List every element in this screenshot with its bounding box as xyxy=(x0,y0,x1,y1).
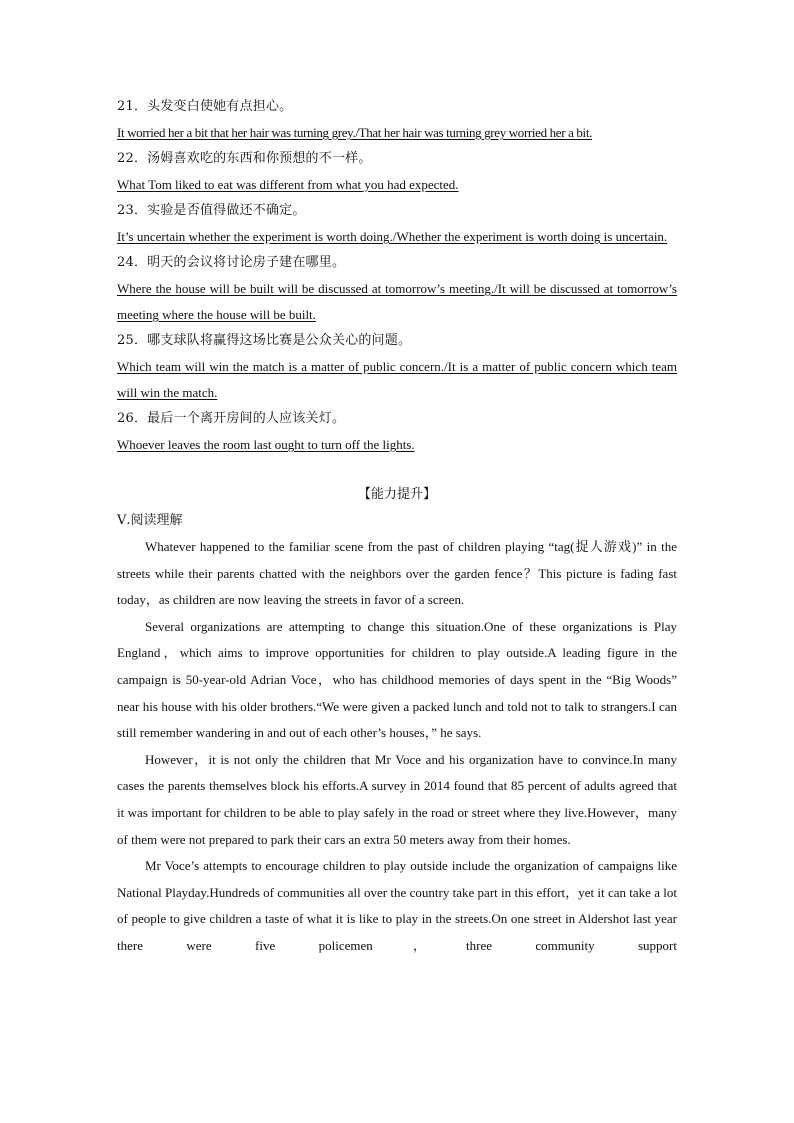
exercise-26 xyxy=(117,406,677,458)
answer-text: It worried her a bit that her hair was turning grey./That her hair was turning grey worried her a bit. xyxy=(117,125,592,140)
answer-text: Which team will win the match is a matter of public concern./It is a matter of public concern which team will win the match. xyxy=(117,359,677,400)
part-label: Ⅴ.阅读理解 xyxy=(117,513,183,528)
question-text: 23．实验是否值得做还不确定。 xyxy=(117,203,306,218)
reading-paragraph-4: Mr Voce’s attempts to encourage children to play outside include the organization of campaigns like National Playday.Hundreds of communities all over the country take part in this effort，yet it can take a lot of people to give children a taste of what it is like to play in the streets.On one street in Aldershot last year there were five policemen，three community support xyxy=(117,858,677,953)
reading-paragraph-3: However，it is not only the children that Mr Voce and his organization have to convince.In many cases the parents themselves block his efforts.A survey in 2014 found that 85 percent of adults agreed that it was important for children to be able to play safely in the road or street where they live.However，many of them were not prepared to park their cars an extra 50 meters away from their homes. xyxy=(117,751,677,847)
reading-paragraph-2: Several organizations are attempting to change this situation.One of these organizations is Play England，which aims to improve opportunities for children to play outside.A leading figure in the campaign is 50-year-old Adrian Voce，who has childhood memories of days spent in the “Big Woods” near his house with his older brothers.“We were given a packed lunch and told not to talk to strangers.I can still remember wandering in and out of each other’s houses，” he says. xyxy=(117,618,677,741)
reading-paragraph-1: Whatever happened to the familiar scene from the past of children playing “tag(捉人游戏)” in the streets while their parents chatted with the neighbors over the garden fence？This picture is fading fast today，as children are now leaving the streets in favor of a screen. xyxy=(117,539,677,608)
answer-text: Where the house will be built will be discussed at tomorrow’s meeting./It will be discussed at tomorrow’s meeting where the house will be built. xyxy=(117,281,677,322)
exercise-25 xyxy=(117,328,677,406)
question-text: 22．汤姆喜欢吃的东西和你预想的不一样。 xyxy=(117,151,372,166)
question-text: 21．头发变白使她有点担心。 xyxy=(117,99,293,114)
answer-text: What Tom liked to eat was different from what you had expected. xyxy=(117,177,459,192)
exercise-21 xyxy=(117,94,677,146)
question-text: 24．明天的会议将讨论房子建在哪里。 xyxy=(117,255,346,270)
exercise-24 xyxy=(117,250,677,328)
exercise-22 xyxy=(117,146,677,198)
section-title: 【能力提升】 xyxy=(357,487,436,502)
question-text: 26．最后一个离开房间的人应该关灯。 xyxy=(117,411,346,426)
answer-text: Whoever leaves the room last ought to turn off the lights. xyxy=(117,437,415,452)
exercise-23 xyxy=(117,198,677,250)
answer-text: It’s uncertain whether the experiment is worth doing./Whether the experiment is worth doing is uncertain. xyxy=(117,229,668,244)
document-page xyxy=(117,94,677,960)
question-text: 25．哪支球队将赢得这场比赛是公众关心的问题。 xyxy=(117,333,412,348)
